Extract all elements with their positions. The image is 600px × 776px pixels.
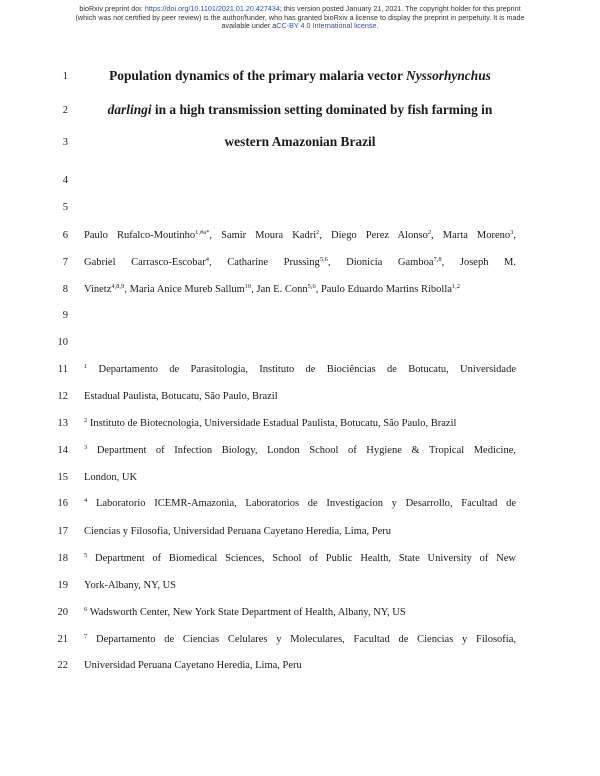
line-number: 11 <box>57 364 68 375</box>
line-number: 5 <box>62 202 68 213</box>
affiliation-7-cont: Universidad Peruana Cayetano Heredia, Lima, Peru <box>84 660 302 671</box>
affiliation-1: $^1$ Departamento de Parasitologia, Instituto de Biociências de Botucatu, Universidade <box>84 363 517 375</box>
affiliation-6: $^6$ Wadsworth Center, New York State Department of Health, Albany, NY, US <box>84 606 406 618</box>
author: Diego Perez Alonso$^2$, <box>331 229 443 241</box>
doi-link[interactable]: https://doi.org/10.1101/2021.01.20.427434 <box>144 4 280 13</box>
line-number: 6 <box>62 230 68 241</box>
author: Gabriel Carrasco-Escobar$^4$, <box>84 256 228 268</box>
line-number: 1 <box>62 71 68 82</box>
header-line-3 <box>0 22 600 31</box>
line-number: 16 <box>57 498 68 509</box>
line-number: 3 <box>62 137 68 148</box>
line-number: 17 <box>57 526 68 537</box>
line-number: 13 <box>57 418 68 429</box>
authors-line-3 <box>84 283 516 297</box>
author: Maria Anice Mureb Sallum$^{10}$, <box>129 283 257 295</box>
affiliation-3: $^3$ Department of Infection Biology, London School of Hygiene & Tropical Medicine, <box>84 444 516 456</box>
line-number: 14 <box>57 445 68 456</box>
author: Joseph M. <box>459 257 517 268</box>
line-number: 12 <box>57 391 68 402</box>
line-number: 2 <box>62 105 68 116</box>
line-number: 4 <box>62 175 68 186</box>
title-species-genus: Nyssorhynchus <box>406 68 491 83</box>
header-text: ; this version posted January 21, 2021. The copyright holder for this preprint <box>279 4 521 13</box>
title-line-3: western Amazonian Brazil <box>224 134 376 149</box>
title-species-name: darlingi <box>107 102 152 117</box>
line-number: 9 <box>62 310 68 321</box>
preprint-header <box>0 5 600 31</box>
line-number: 18 <box>57 553 68 564</box>
license-link[interactable]: CC-BY 4.0 International license <box>276 21 377 31</box>
title-line-1 <box>84 68 516 84</box>
affiliation-4: $^4$ Laboratorio ICEMR-Amazonia, Laboratorios de Investigacion y Desarrollo, Facultad de <box>84 497 517 509</box>
author: Dionicia Gamboa$^{7,8}$, <box>346 256 460 268</box>
title-line-2 <box>84 102 516 118</box>
title-text: in a high transmission setting dominated by fish farming in <box>151 102 493 117</box>
title-text: Population dynamics of the primary malaria vector <box>109 68 407 83</box>
author: Vinetz$^{4,8,9}$, <box>84 283 130 295</box>
author: Samir Moura Kadri$^2$, <box>221 229 332 241</box>
affiliation-2: $^2$ Instituto de Biotecnologia, Universidade Estadual Paulista, Botucatu, São Paulo, Brazil <box>84 417 457 429</box>
line-number: 15 <box>57 472 68 483</box>
header-text: bioRxiv preprint doi: <box>79 4 145 13</box>
affiliation-3-cont: London, UK <box>84 472 138 483</box>
authors-line-2 <box>84 256 516 270</box>
author: Paulo Eduardo Martins Ribolla$^{1,2}$ <box>320 283 461 295</box>
line-number: 21 <box>57 634 68 645</box>
line-number: 19 <box>57 580 68 591</box>
authors-line-1 <box>84 229 516 243</box>
affiliation-7: $^7$ Departamento de Ciencias Celulares y Moleculares, Facultad de Ciencias y Filosofía, <box>84 633 517 645</box>
line-number: 8 <box>62 284 68 295</box>
header-text: available under a <box>221 21 277 31</box>
affiliation-5: $^5$ Department of Biomedical Sciences, School of Public Health, State University of New <box>84 552 516 564</box>
affiliation-4-cont: Ciencias y Filosofia, Universidad Peruana Cayetano Heredia, Lima, Peru <box>84 526 392 537</box>
line-number: 10 <box>57 337 68 348</box>
affiliation-1-cont: Estadual Paulista, Botucatu, São Paulo, Brazil <box>84 391 278 402</box>
line-number: 22 <box>57 660 68 671</box>
line-number: 7 <box>62 257 68 268</box>
affiliation-5-cont: York-Albany, NY, US <box>84 580 176 591</box>
header-text: . <box>376 21 379 31</box>
header-line-2: (which was not certified by peer review) is the author/funder, who has granted bioRxiv a license to display the preprint in perpetuity. It is made <box>75 12 525 22</box>
author: Marta Moreno$^3$, <box>442 229 517 241</box>
author: Catharine Prussing$^{5,6}$, <box>227 256 347 268</box>
author: Paulo Rufalco-Moutinho$^{1,\#a*}$, <box>84 229 222 241</box>
line-number: 20 <box>57 607 68 618</box>
author: Jan E. Conn$^{5,6}$, <box>256 283 321 295</box>
